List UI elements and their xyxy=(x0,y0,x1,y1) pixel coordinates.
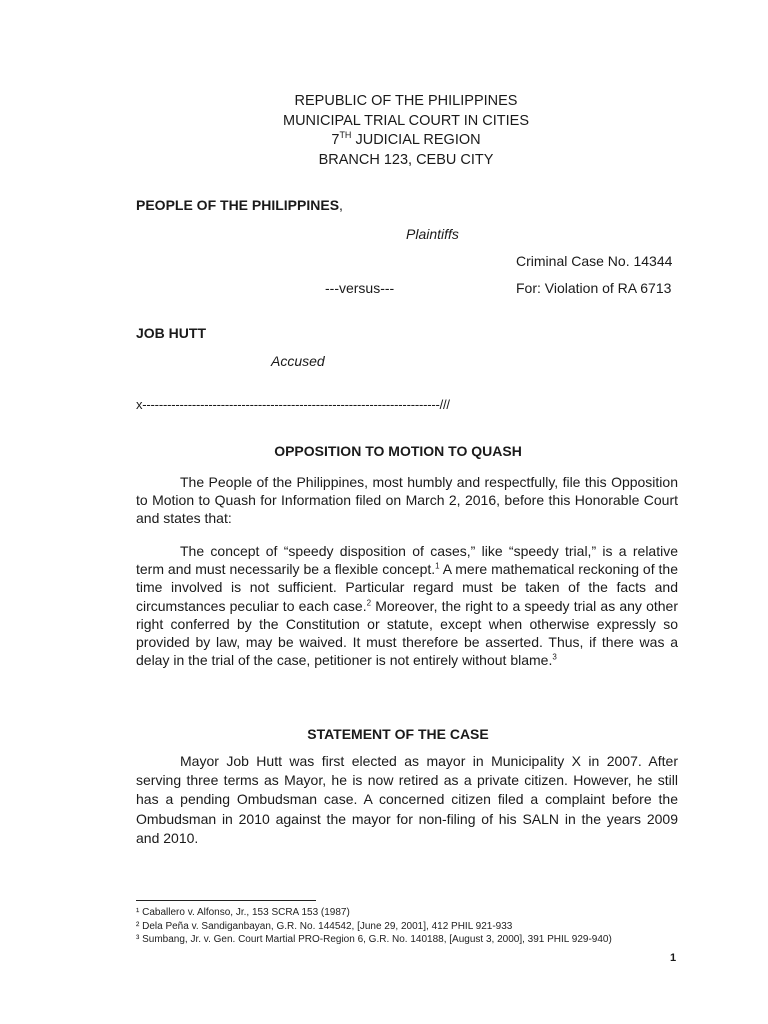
plaintiff-line xyxy=(136,197,343,213)
violation-line: For: Violation of RA 6713 xyxy=(516,280,672,296)
footnote-divider xyxy=(136,900,316,901)
plaintiff-role: Plaintiffs xyxy=(406,226,459,242)
intro-paragraph xyxy=(136,473,678,528)
statement-title-text: STATEMENT OF THE CASE xyxy=(307,726,489,742)
plaintiff-name: PEOPLE OF THE PHILIPPINES xyxy=(136,197,340,213)
caption-separator: x------------------------------------------------------------------------/// xyxy=(136,397,450,412)
header-republic: REPUBLIC OF THE PHILIPPINES xyxy=(294,93,518,109)
statement-paragraph xyxy=(136,752,678,848)
accused-name: JOB HUTT xyxy=(136,325,206,341)
intro-text: The People of the Philippines, most humbly and respectfully, file this Opposition to Motion to Quash for Information filed on March 2, 2016, before this Honorable Court and states that: xyxy=(136,474,678,527)
concept-text-1: The concept of “speedy disposition of cases,” like “speedy trial,” is a relative term and must necessarily be a flexible concept. xyxy=(136,543,678,578)
statement-text: Mayor Job Hutt was first elected as mayor in Municipality X in 2007. After serving three terms as Mayor, he is now retired as a private citizen. However, he still has a pending Ombudsman case. A concerned citizen filed a complaint before the Ombudsman in 2010 against the mayor for non-filing of his SALN in the years 2009 and 2010. xyxy=(136,753,678,846)
court-header xyxy=(0,92,768,170)
document-title xyxy=(0,443,768,459)
concept-text-2: A mere mathematical reckoning of the time involved is not sufficient. Particular regard must be taken of the facts and circumstances peculiar to each case. xyxy=(136,561,678,614)
versus-line xyxy=(325,280,394,296)
footnote-3: ³ Sumbang, Jr. v. Gen. Court Martial PRO-Region 6, G.R. No. 140188, [August 3, 2000], 391 PHIL 929-940) xyxy=(136,934,612,945)
footnote-ref-3: 3 xyxy=(552,652,557,662)
versus-text: ---versus--- xyxy=(325,280,395,296)
footnote-2: ² Dela Peña v. Sandiganbayan, G.R. No. 144542, [June 29, 2001], 412 PHIL 921-933 xyxy=(136,920,513,932)
footnotes xyxy=(136,906,696,947)
concept-paragraph xyxy=(136,542,678,669)
header-region xyxy=(44,131,768,151)
footnote-ref-1: 1 xyxy=(435,561,440,571)
statement-title xyxy=(0,726,768,742)
document-title-text: OPPOSITION TO MOTION TO QUASH xyxy=(274,443,522,459)
region-ordinal: TH xyxy=(339,130,352,141)
footnote-1: ¹ Caballero v. Alfonso, Jr., 153 SCRA 153 (1987) xyxy=(136,907,350,918)
region-label: JUDICIAL REGION xyxy=(351,132,481,148)
footnote-ref-2: 2 xyxy=(366,597,372,607)
plaintiff-comma: , xyxy=(339,197,343,213)
header-court: MUNICIPAL TRIAL COURT IN CITIES xyxy=(282,112,529,129)
case-number: Criminal Case No. 14344 xyxy=(516,253,673,269)
page-number: 1 xyxy=(670,952,677,964)
accused-role: Accused xyxy=(271,353,325,369)
region-number: 7 xyxy=(331,132,340,148)
header-branch: BRANCH 123, CEBU CITY xyxy=(318,151,494,168)
concept-text-3: Moreover, the right to a speedy trial as any other right conferred by the Constitution or statute, except when otherwise expressly so provided by law, may be waived. It must therefore be asserted. Thus, if there was a delay in the trial of the case, petitioner is not entirely without blame. xyxy=(136,597,678,669)
